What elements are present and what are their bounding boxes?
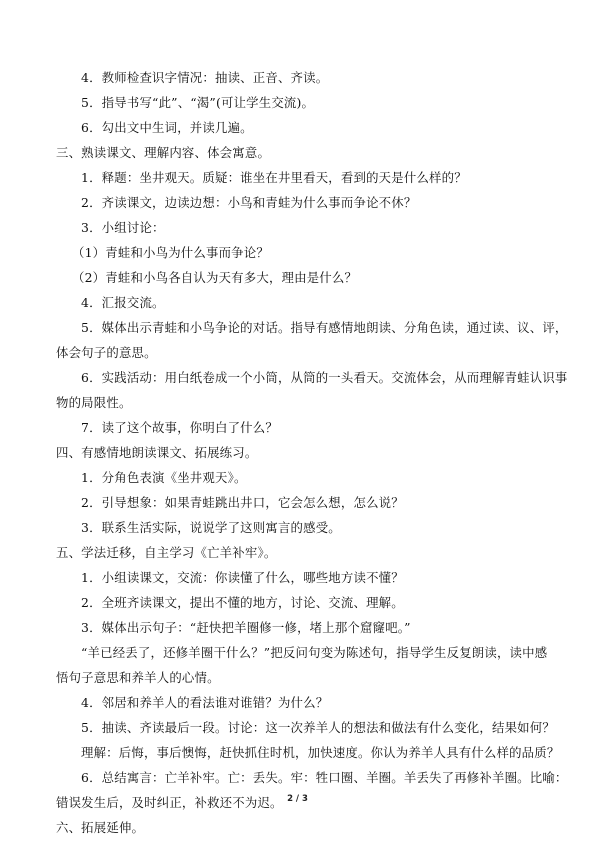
text-line: 1．分角色表演《坐井观天》。 xyxy=(81,470,247,485)
text-line: 2．全班齐读课文，提出不懂的地方，讨论、交流、理解。 xyxy=(81,595,404,610)
text-line: 3．小组讨论： xyxy=(81,220,165,235)
text-line: 3．媒体出示句子：“赶快把羊圈修一修，堵上那个窟窿吧。” xyxy=(81,620,411,635)
text-line: 物的局限性。 xyxy=(56,395,132,410)
text-line: 1．小组读课文，交流：你读懂了什么，哪些地方读不懂？ xyxy=(81,570,404,585)
text-line: 3．联系生活实际，说说学了这则寓言的感受。 xyxy=(81,520,341,535)
text-line: 1．释题：坐井观天。质疑：谁坐在井里看天，看到的天是什么样的？ xyxy=(81,170,467,185)
section-heading: 四、有感情地朗读课文、拓展练习。 xyxy=(56,445,258,460)
page-number: 2 / 3 xyxy=(287,794,308,804)
text-line: （2）青蛙和小鸟各自认为天有多大，理由是什么？ xyxy=(72,270,358,285)
text-line: 7．读了这个故事，你明白了什么？ xyxy=(81,420,278,435)
text-line: 6．总结寓言：亡羊补牢。亡：丢失。牢：牲口圈、羊圈。羊丢失了再修补羊圈。比喻： xyxy=(81,770,568,785)
text-line: 5．抽读、齐读最后一段。讨论：这一次养羊人的想法和做法有什么变化，结果如何？ xyxy=(81,720,555,735)
section-heading: 三、熟读课文、理解内容、体会寓意。 xyxy=(56,145,271,160)
text-line: 6．勾出文中生词，并读几遍。 xyxy=(81,120,253,135)
section-heading: 六、拓展延伸。 xyxy=(56,820,145,835)
text-line: “羊已经丢了，还修羊圈干什么？”把反问句变为陈述句，指导学生反复朗读，读中感 xyxy=(81,645,548,660)
text-line: 4．邻居和养羊人的看法谁对谁错？为什么？ xyxy=(81,695,329,710)
text-line: 6．实践活动：用白纸卷成一个小筒，从筒的一头看天。交流体会，从而理解青蛙认识事 xyxy=(81,370,568,385)
text-line: 体会句子的意思。 xyxy=(56,345,157,360)
text-line: 2．齐读课文，边读边想：小鸟和青蛙为什么事而争论不休？ xyxy=(81,195,417,210)
text-line: 5．媒体出示青蛙和小鸟争论的对话。指导有感情地朗读、分角色读，通过读、议、评， xyxy=(81,320,568,335)
text-line: 5．指导书写“此”、“渴”(可让学生交流)。 xyxy=(81,95,315,110)
text-line: 4．汇报交流。 xyxy=(81,295,165,310)
text-line: 2．引导想象：如果青蛙跳出井口，它会怎么想，怎么说？ xyxy=(81,495,404,510)
text-line: 悟句子意思和养羊人的心情。 xyxy=(56,670,220,685)
section-heading: 五、学法迁移，自主学习《亡羊补牢》。 xyxy=(56,545,277,560)
text-line: （1）青蛙和小鸟为什么事而争论？ xyxy=(72,245,269,260)
text-line: 错误发生后，及时纠正，补救还不为迟。 xyxy=(56,795,283,810)
text-line: 4．教师检查识字情况：抽读、正音、齐读。 xyxy=(81,70,329,85)
text-line: 理解：后悔，事后懊悔，赶快抓住时机，加快速度。你认为养羊人具有什么样的品质？ xyxy=(81,745,560,760)
